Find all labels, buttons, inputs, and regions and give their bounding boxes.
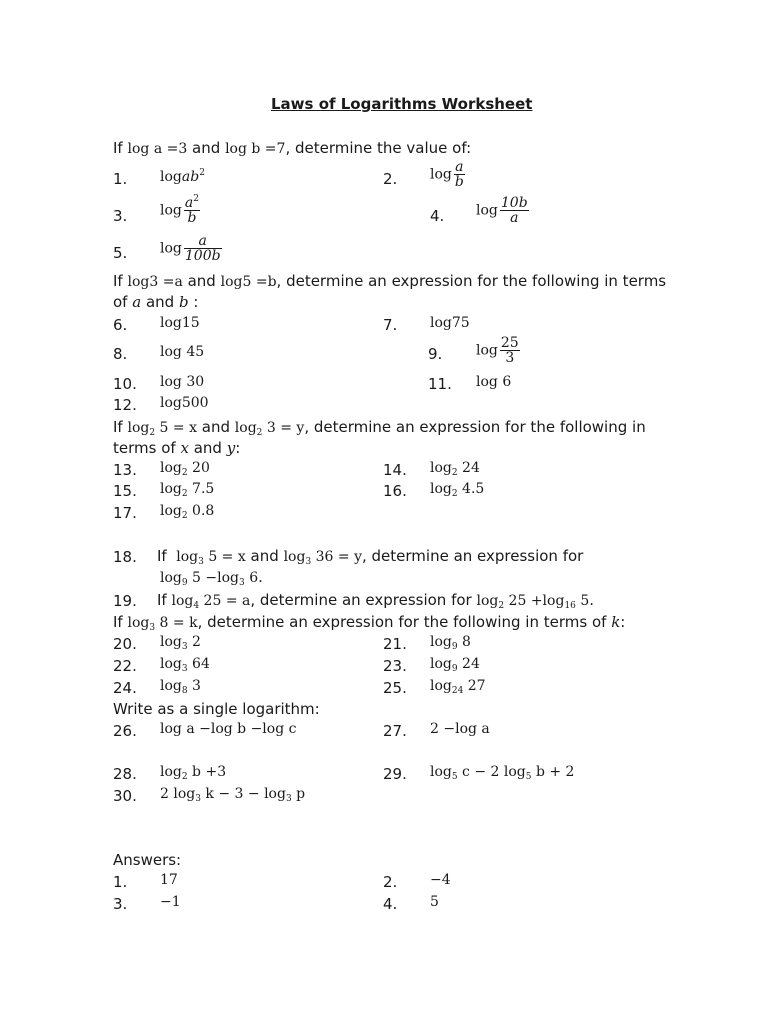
question-15-expression [160, 480, 214, 498]
question-number: 2. [383, 170, 398, 188]
intro-if: If [113, 418, 123, 436]
base: 3 [195, 794, 201, 804]
log-arg: 64 [187, 656, 210, 672]
var-x: x [180, 439, 189, 457]
intro-if: If [113, 613, 123, 631]
base: 5 [451, 772, 458, 782]
numerator: 10b [500, 195, 528, 211]
base: 24 [451, 686, 464, 696]
question-number: 27. [383, 722, 407, 740]
question-number: 30. [113, 787, 137, 805]
var: a [181, 169, 191, 185]
log-text: log [476, 202, 498, 219]
log-text: log [160, 503, 182, 519]
answer-number: 3. [113, 895, 128, 913]
log-arg: 3 [187, 678, 201, 694]
log-text: log [476, 342, 498, 359]
base: 2 [181, 489, 188, 499]
question-number: 14. [383, 461, 407, 479]
answers-heading: Answers: [113, 851, 182, 869]
fraction [184, 196, 200, 225]
intro-and: and [187, 272, 216, 290]
question-number: 21. [383, 635, 407, 653]
log-rest: 5 = x [155, 420, 197, 436]
denominator: 100b [184, 248, 221, 264]
log-text: log [160, 656, 182, 672]
numerator: 25 [500, 335, 519, 351]
condition-log4-25 [172, 593, 251, 609]
log-arg: 0.8 [187, 503, 215, 519]
denominator: b [187, 210, 197, 226]
log-text: log [430, 678, 452, 694]
log-rest: b +3 [187, 764, 227, 780]
fraction [184, 234, 222, 263]
question-30-expression [160, 785, 305, 803]
log-text: log [430, 166, 452, 183]
question-number: 20. [113, 635, 137, 653]
intro-terms: terms of [113, 439, 176, 457]
log-text: log [171, 593, 194, 609]
question-number: 9. [428, 345, 443, 363]
log-mid: c − 2 log [457, 764, 526, 780]
section-1-intro [113, 139, 471, 158]
question-number: 11. [428, 375, 452, 393]
question-number: 7. [383, 316, 398, 334]
base: 4 [193, 601, 200, 611]
answer-number: 1. [113, 873, 128, 891]
exponent: 2 [199, 168, 205, 178]
intro-if: If [157, 547, 167, 565]
question-24-expression [160, 677, 201, 695]
question-number: 12. [113, 396, 137, 414]
question-9-expression [476, 336, 520, 365]
question-number: 29. [383, 765, 407, 783]
question-number: 19. [113, 592, 137, 610]
question-20-expression [160, 633, 201, 651]
log-rest: p [291, 786, 306, 802]
section-4-intro [113, 613, 625, 632]
question-number: 24. [113, 679, 137, 697]
question-1-expression [160, 168, 205, 186]
base: 8 [181, 686, 188, 696]
log-rest: 25 = a [199, 593, 251, 609]
log-rest: 3 = y [262, 420, 305, 436]
question-11-expression: log 6 [476, 374, 512, 390]
base: 9 [451, 642, 458, 652]
question-16-expression [430, 480, 484, 498]
question-26-expression: log a −log b −log c [160, 721, 297, 737]
question-14-expression [430, 459, 480, 477]
question-19-expression [477, 593, 590, 609]
log-rest: 5 [575, 593, 590, 609]
base: 3 [149, 623, 156, 633]
question-number: 1. [113, 170, 128, 188]
section-3-intro [113, 418, 646, 437]
question-number: 18. [113, 548, 137, 566]
intro-if: If [113, 272, 123, 290]
log-arg: 24 [457, 656, 480, 672]
base: 3 [181, 642, 188, 652]
log-text: log [283, 549, 306, 565]
question-17-expression [160, 502, 214, 520]
log-text: log [127, 615, 150, 631]
condition-log3-5 [176, 549, 246, 565]
denominator: b [454, 174, 464, 190]
log-rest: 36 = y [311, 549, 362, 565]
log-text: log [430, 460, 452, 476]
numerator: a [198, 233, 207, 249]
log-text: log [160, 678, 182, 694]
log-text: log [160, 202, 182, 219]
intro-and: and [201, 418, 231, 436]
log-text: log [430, 656, 452, 672]
condition-log-b: log b =7 [225, 141, 286, 157]
intro-colon: : [235, 439, 241, 457]
log-mid: 5 −log [187, 570, 240, 586]
log-mid: 25 +log [504, 593, 565, 609]
log-text: log [234, 420, 257, 436]
base: 3 [181, 664, 188, 674]
condition-log3: log3 =a [127, 274, 183, 290]
question-10-expression: log 30 [160, 374, 205, 390]
intro-if: If [157, 591, 167, 609]
condition-log2-5 [128, 420, 198, 436]
question-29-expression [430, 763, 574, 781]
question-number: 25. [383, 679, 407, 697]
denominator: a [510, 210, 519, 226]
question-12-expression: log500 [160, 395, 209, 411]
log-text: log [127, 420, 150, 436]
intro-and: and [145, 293, 175, 311]
condition-log-a: log a =3 [127, 141, 188, 157]
question-18-expression [160, 568, 263, 587]
question-number: 4. [430, 207, 445, 225]
base: 2 [149, 428, 156, 438]
base: 2 [181, 511, 188, 521]
base: 2 [451, 489, 458, 499]
page-title: Laws of Logarithms Worksheet [271, 95, 533, 113]
intro-tail: , determine the value of: [285, 139, 472, 157]
question-number: 23. [383, 657, 407, 675]
log-text: log [160, 460, 182, 476]
question-13-expression [160, 459, 210, 477]
question-number: 10. [113, 375, 137, 393]
question-18-text [157, 547, 583, 566]
question-5-expression [160, 234, 222, 263]
log-arg: 20 [187, 460, 210, 476]
log-text: log [160, 169, 182, 185]
log-text: log [160, 240, 182, 257]
base: 3 [305, 557, 312, 567]
period: . [258, 568, 263, 586]
answer-number: 2. [383, 873, 398, 891]
var-k: k [611, 613, 621, 631]
base: 16 [564, 601, 576, 611]
intro-colon: : [193, 293, 199, 311]
question-21-expression [430, 633, 471, 651]
question-27-expression: 2 −log a [430, 721, 490, 737]
question-2-expression [430, 160, 465, 189]
log-text: log [476, 593, 499, 609]
question-7-expression: log75 [430, 315, 470, 331]
question-number: 6. [113, 316, 128, 334]
section-2-intro-line2 [113, 293, 198, 311]
answer-value: −4 [430, 872, 451, 888]
question-number: 15. [113, 482, 137, 500]
question-number: 17. [113, 504, 137, 522]
numerator: a [184, 195, 194, 211]
intro-tail: , determine an expression for the following in terms [276, 272, 667, 290]
base: 3 [239, 578, 245, 588]
log-mid: k − 3 − log [200, 786, 286, 802]
condition-log3-8 [128, 615, 198, 631]
log-text: log [430, 481, 452, 497]
question-4-expression [476, 196, 529, 225]
var-b: b [179, 293, 189, 311]
condition-log2-3 [235, 420, 305, 436]
base: 3 [198, 557, 204, 567]
fraction [454, 160, 465, 189]
log-text: 2 log [160, 786, 196, 802]
answer-number: 4. [383, 895, 398, 913]
intro-of: of [113, 293, 128, 311]
condition-log5: log5 =b [220, 274, 277, 290]
answer-value: 5 [430, 894, 439, 910]
base: 2 [181, 468, 188, 478]
question-number: 5. [113, 244, 128, 262]
log-arg: 27 [463, 678, 486, 694]
intro-and: and [192, 139, 221, 157]
log-arg: 7.5 [187, 481, 215, 497]
period: . [589, 591, 595, 609]
question-number: 26. [113, 722, 137, 740]
section-3-intro-line2 [113, 439, 240, 457]
exponent: 2 [193, 194, 199, 204]
question-number: 16. [383, 482, 407, 500]
log-text: log [430, 634, 452, 650]
base: 3 [285, 794, 292, 804]
denominator: 3 [505, 350, 515, 366]
question-number: 13. [113, 461, 137, 479]
log-arg: 24 [457, 460, 480, 476]
log-text: log [160, 570, 182, 586]
log-arg: 8 [457, 634, 471, 650]
var-y: y [226, 439, 236, 457]
base: 9 [181, 578, 188, 588]
question-19-text [157, 591, 594, 610]
fraction [500, 196, 529, 225]
base: 9 [451, 664, 458, 674]
base: 2 [451, 468, 458, 478]
question-23-expression [430, 655, 480, 673]
log-arg: 2 [187, 634, 201, 650]
intro-and: and [250, 547, 279, 565]
intro-tail: , determine an expression for [361, 547, 584, 565]
intro-tail: , determine an expression for the following in terms of [197, 613, 607, 631]
log-text: log [176, 549, 199, 565]
section-5-heading: Write as a single logarithm: [113, 700, 320, 718]
section-2-intro [113, 272, 666, 291]
numerator: a [455, 159, 464, 175]
question-22-expression [160, 655, 210, 673]
question-3-expression [160, 196, 200, 225]
question-8-expression: log 45 [160, 344, 205, 360]
log-text: log [430, 764, 452, 780]
question-6-expression: log15 [160, 315, 200, 331]
log-arg: 4.5 [457, 481, 485, 497]
intro-colon: : [620, 613, 626, 631]
log-rest: 8 = k [155, 615, 198, 631]
question-number: 3. [113, 207, 128, 225]
log-rest: b + 2 [531, 764, 575, 780]
question-number: 28. [113, 765, 137, 783]
base: 2 [256, 428, 263, 438]
condition-log3-36 [284, 549, 362, 565]
var: b [190, 169, 200, 185]
log-text: log [160, 481, 182, 497]
question-28-expression [160, 763, 226, 781]
intro-and: and [193, 439, 222, 457]
log-text: log [160, 764, 182, 780]
log-rest: 6 [244, 570, 259, 586]
base: 2 [498, 601, 505, 611]
base: 2 [181, 772, 188, 782]
intro-tail: , determine an expression for the following in [304, 418, 646, 436]
question-25-expression [430, 677, 486, 695]
question-number: 8. [113, 345, 128, 363]
intro-tail: , determine an expression for [250, 591, 472, 609]
answer-value: 17 [160, 872, 178, 888]
log-rest: 5 = x [203, 549, 246, 565]
var-a: a [132, 293, 142, 311]
fraction [500, 336, 520, 365]
log-text: log [160, 634, 182, 650]
answer-value: −1 [160, 894, 181, 910]
base: 5 [525, 772, 532, 782]
intro-if: If [113, 139, 123, 157]
question-number: 22. [113, 657, 137, 675]
